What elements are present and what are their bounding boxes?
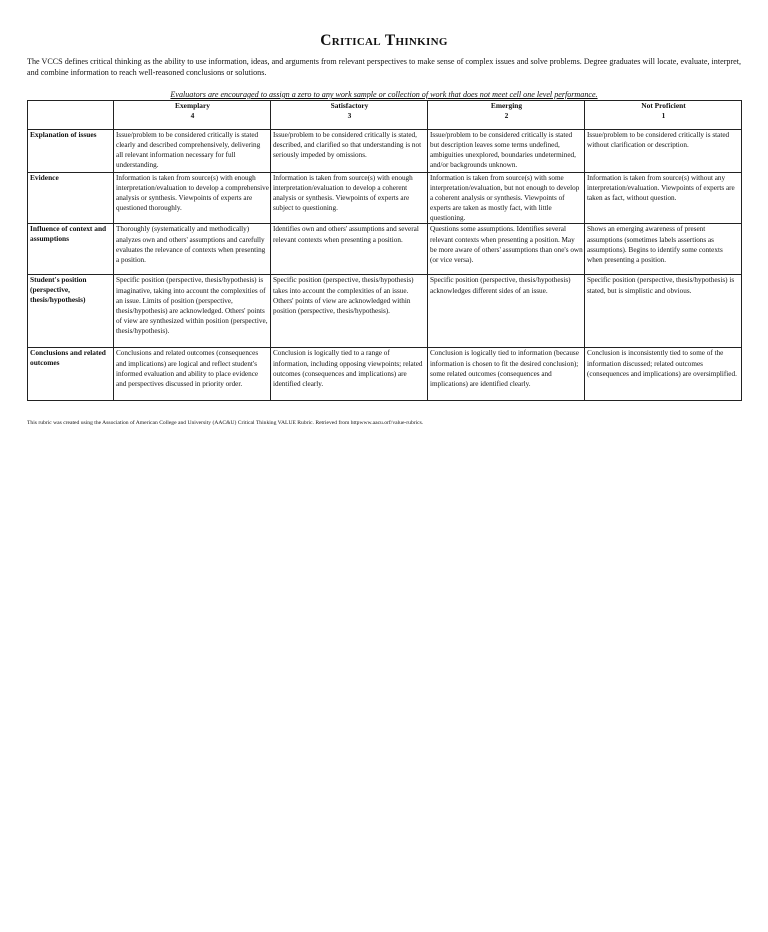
descriptor-cell: Specific position (perspective, thesis/hypothesis) is stated, but is simplistic and obvious.: [585, 275, 742, 348]
descriptor-cell: Information is taken from source(s) with enough interpretation/evaluation to develop a comprehensive analysis or synthesis. Viewpoints of experts are questioned thoroughly.: [114, 173, 271, 224]
descriptor-cell: Specific position (perspective, thesis/hypothesis) is imaginative, taking into account the complexities of an issue. Limits of position (perspective, thesis/hypothesis) are acknowledged. Others' points of view are synthesized within position (perspective, thesis/hypothesis).: [114, 275, 271, 348]
level-name: Not Proficient: [641, 101, 686, 110]
header-row: [28, 101, 742, 130]
descriptor-cell: Identifies own and others' assumptions and several relevant contexts when presenting a position.: [271, 224, 428, 275]
descriptor-cell: Issue/problem to be considered critically is stated without clarification or description.: [585, 130, 742, 173]
level-score: 3: [347, 110, 352, 120]
level-score: 1: [661, 110, 666, 120]
level-name: Satisfactory: [330, 101, 369, 110]
descriptor-cell: Conclusion is logically tied to information (because information is chosen to fit the desired conclusion); some related outcomes (consequences and implications) are identified clearly.: [428, 348, 585, 401]
descriptor-cell: Issue/problem to be considered critically is stated but description leaves some terms undefined, ambiguities unexplored, boundaries undetermined, and/or backgrounds unknown.: [428, 130, 585, 173]
descriptor-cell: Conclusion is inconsistently tied to some of the information discussed; related outcomes (consequences and implications) are oversimplified.: [585, 348, 742, 401]
level-score: 4: [190, 110, 195, 120]
rubric-row-context-and-assumptions: [28, 224, 742, 275]
rubric-row-explanation-of-issues: [28, 130, 742, 173]
descriptor-cell: Issue/problem to be considered critically is stated clearly and described comprehensively, delivering all relevant information necessary for full understanding.: [114, 130, 271, 173]
criterion-cell: Influence of context and assumptions: [28, 224, 114, 275]
descriptor-cell: Conclusions and related outcomes (consequences and implications) are logical and reflect student's informed evaluation and ability to place evidence and perspectives discussed in priority order.: [114, 348, 271, 401]
page-title: Critical Thinking: [320, 32, 448, 49]
criterion-cell: Explanation of issues: [28, 130, 114, 173]
descriptor-cell: Information is taken from source(s) with enough interpretation/evaluation to develop a coherent analysis or synthesis. Viewpoints of experts are subject to questioning.: [271, 173, 428, 224]
criterion-cell: Conclusions and related outcomes: [28, 348, 114, 401]
criterion-cell: Student's position (perspective, thesis/hypothesis): [28, 275, 114, 348]
criterion-cell: Evidence: [28, 173, 114, 224]
level-header-emerging: [428, 101, 585, 130]
rubric-table: [27, 100, 742, 401]
level-header-exemplary: [114, 101, 271, 130]
descriptor-cell: Shows an emerging awareness of present assumptions (sometimes labels assertions as assumptions). Begins to identify some contexts when presenting a position.: [585, 224, 742, 275]
descriptor-cell: Information is taken from source(s) without any interpretation/evaluation. Viewpoints of experts are taken as fact, without question.: [585, 173, 742, 224]
level-header-satisfactory: [271, 101, 428, 130]
level-score: 2: [504, 110, 509, 120]
descriptor-cell: Thoroughly (systematically and methodically) analyzes own and others' assumptions and carefully evaluates the relevance of contexts when presenting a position.: [114, 224, 271, 275]
descriptor-cell: Specific position (perspective, thesis/hypothesis) takes into account the complexities of an issue. Others' points of view are acknowledged within position (perspective, thesis/hypothesis).: [271, 275, 428, 348]
source-footnote: This rubric was created using the Association of American College and University (AAC&U) Critical Thinking VALUE Rubric. Retrieved from httpwww.aacu.orf/value-rubrics.: [27, 420, 424, 426]
descriptor-cell: Information is taken from source(s) with some interpretation/evaluation, but not enough to develop a coherent analysis or synthesis. Viewpoints of experts are taken as mostly fact, with little questioning.: [428, 173, 585, 224]
descriptor-cell: Questions some assumptions. Identifies several relevant contexts when presenting a position. May be more aware of others' assumptions than one's own (or vice versa).: [428, 224, 585, 275]
rubric-row-student-position: [28, 275, 742, 348]
level-name: Exemplary: [175, 101, 210, 110]
rubric-row-conclusions: [28, 348, 742, 401]
descriptor-cell: Issue/problem to be considered critically is stated, described, and clarified so that understanding is not seriously impeded by omissions.: [271, 130, 428, 173]
rubric-row-evidence: [28, 173, 742, 224]
intro-paragraph: The VCCS defines critical thinking as the ability to use information, ideas, and arguments from relevant perspectives to make sense of complex issues and solve problems. Degree graduates will locate, evaluate, interpret, and combine information to reach well-reasoned conclusions or solutions.: [27, 57, 741, 77]
evaluator-note: Evaluators are encouraged to assign a zero to any work sample or collection of work that does not meet cell one level performance.: [170, 90, 598, 99]
level-name: Emerging: [490, 101, 523, 110]
descriptor-cell: Conclusion is logically tied to a range of information, including opposing viewpoints; related outcomes (consequences and implications) are identified clearly.: [271, 348, 428, 401]
descriptor-cell: Specific position (perspective, thesis/hypothesis) acknowledges different sides of an issue.: [428, 275, 585, 348]
level-header-not-proficient: [585, 101, 742, 130]
criterion-header: [28, 101, 114, 130]
